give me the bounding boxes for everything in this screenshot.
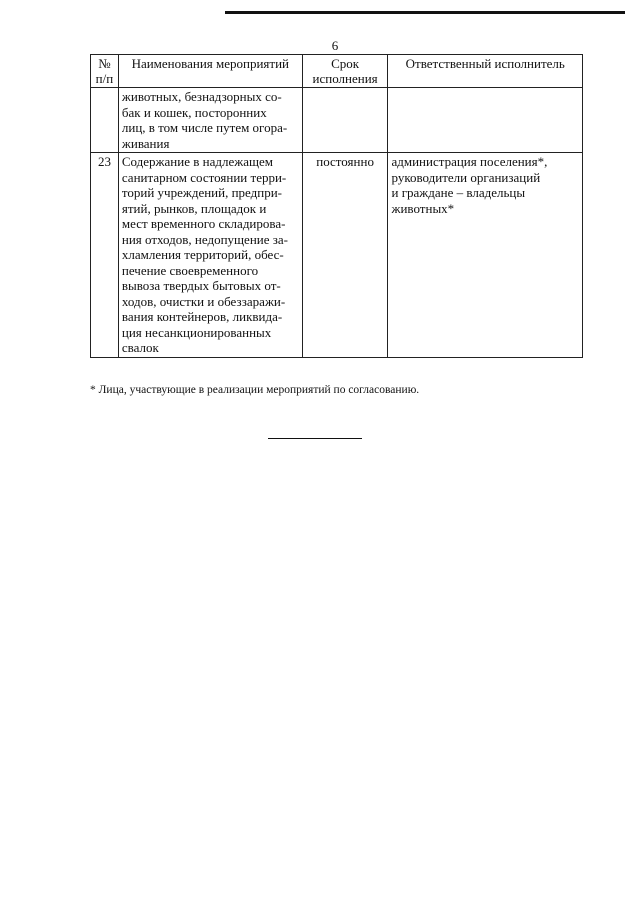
name-line: лиц, в том числе путем огора- <box>121 120 288 135</box>
cell-name <box>118 153 302 358</box>
top-rule <box>225 11 625 14</box>
header-num: № п/п <box>91 55 119 88</box>
name-line: живания <box>121 135 170 151</box>
name-line: вывоза твердых бытовых от- <box>121 278 281 293</box>
name-line: ция несанкционированных <box>121 324 272 340</box>
responsible-line: администрация поселения*, <box>391 154 548 169</box>
name-line: животных, безнадзорных со- <box>121 89 282 104</box>
name-line: вания контейнеров, ликвида- <box>121 309 283 324</box>
responsible-line: и граждане – владельцы <box>391 185 526 200</box>
responsible-line: животных* <box>391 200 455 216</box>
header-term: Срок исполнения <box>302 55 388 88</box>
events-table <box>90 54 583 358</box>
page-number: 6 <box>331 38 339 53</box>
name-line: хламления территорий, обес- <box>121 247 284 262</box>
name-line: мест временного складирова- <box>121 216 286 231</box>
name-line: свалок <box>121 340 159 355</box>
name-line: печение своевременного <box>121 262 259 278</box>
cell-term <box>302 88 388 153</box>
bottom-rule <box>268 438 362 439</box>
cell-num: 23 <box>91 153 119 358</box>
table-row <box>91 88 583 153</box>
name-line: ния отходов, недопущение за- <box>121 231 288 247</box>
header-name: Наименования мероприятий <box>118 55 302 88</box>
cell-responsible <box>388 88 583 153</box>
table-header-row <box>91 55 583 88</box>
name-line: бак и кошек, посторонних <box>121 104 267 120</box>
cell-responsible <box>388 153 583 358</box>
name-line: ходов, очистки и обеззаражи- <box>121 293 286 309</box>
name-line: торий учреждений, предпри- <box>121 185 283 200</box>
table-row <box>91 153 583 358</box>
header-responsible: Ответственный исполнитель <box>388 55 583 88</box>
name-line: санитарном состоянии терри- <box>121 169 287 185</box>
name-line: ятий, рынков, площадок и <box>121 200 267 216</box>
footnote: * Лица, участвующие в реализации мероприятий по согласованию. <box>90 384 420 396</box>
cell-num <box>91 88 119 153</box>
cell-name <box>118 88 302 153</box>
cell-term: постоянно <box>302 153 388 358</box>
name-line: Содержание в надлежащем <box>121 154 273 169</box>
responsible-line: руководители организаций <box>391 169 541 185</box>
